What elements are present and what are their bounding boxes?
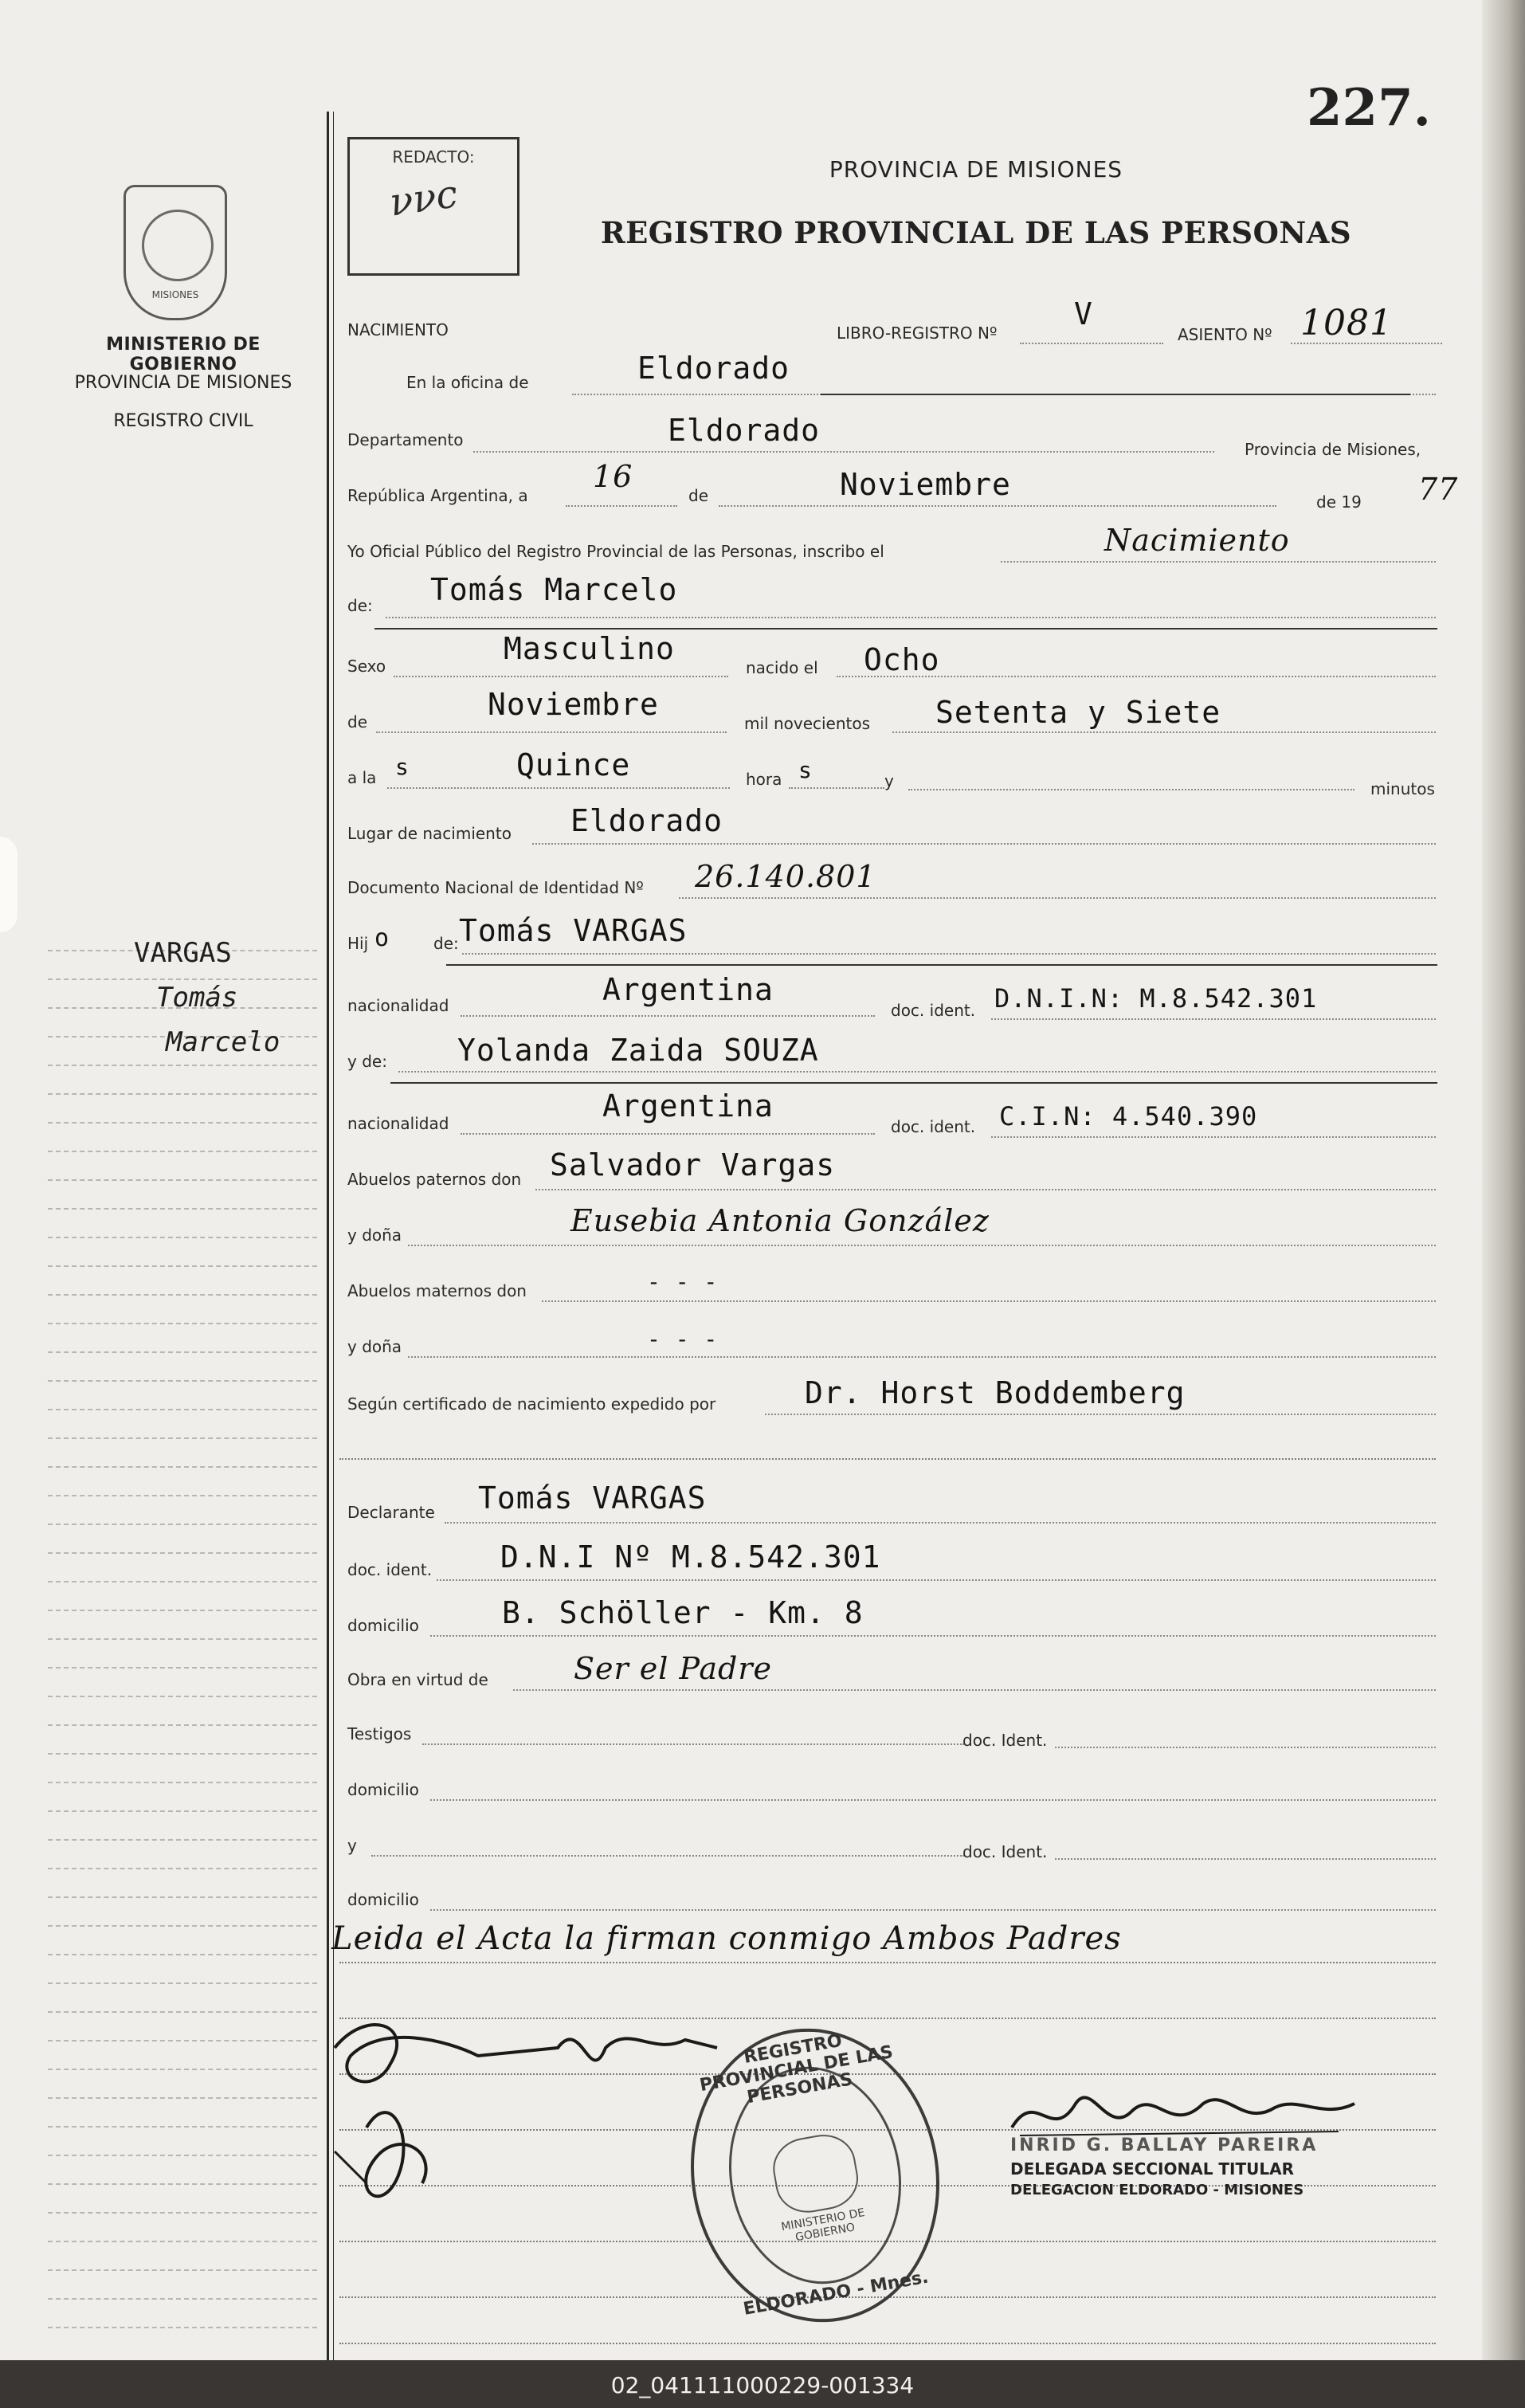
- asiento-label: ASIENTO Nº: [1178, 325, 1272, 344]
- abuela-materna-value: - - -: [647, 1326, 719, 1352]
- record-type-label: NACIMIENTO: [347, 320, 449, 339]
- doc1-value: D.N.I.N: M.8.542.301: [994, 983, 1318, 1014]
- page-number: 227.: [1307, 78, 1431, 138]
- seal-emblem-icon: [142, 210, 214, 281]
- lugar-value: Eldorado: [570, 803, 723, 838]
- dni-label: Documento Nacional de Identidad Nº: [347, 878, 644, 897]
- nacionalidad1-value: Argentina: [602, 972, 774, 1007]
- mes-value: Noviembre: [840, 467, 1011, 502]
- redacto-initials: ννc: [386, 171, 461, 226]
- testigos-label: Testigos: [347, 1724, 412, 1743]
- nacido-label: nacido el: [746, 658, 818, 677]
- sexo-label: Sexo: [347, 657, 386, 676]
- y-dona1-label: y doña: [347, 1226, 402, 1245]
- declarante-value: Tomás VARGAS: [478, 1480, 707, 1516]
- registry-subheading: REGISTRO CIVIL: [113, 411, 253, 431]
- doc3-label: doc. ident.: [347, 1560, 433, 1579]
- doc1-label: doc. ident.: [891, 1001, 976, 1020]
- domicilio1-value: B. Schöller - Km. 8: [502, 1595, 864, 1630]
- provincia-suffix: Provincia de Misiones,: [1245, 440, 1421, 459]
- padre-value: Tomás VARGAS: [459, 913, 688, 948]
- hora-label: hora: [746, 770, 782, 789]
- declarante-label: Declarante: [347, 1503, 435, 1522]
- paper-damage: [0, 837, 18, 932]
- y-dona2-label: y doña: [347, 1337, 402, 1356]
- abuelos-paternos-label: Abuelos paternos don: [347, 1170, 522, 1189]
- nacionalidad2-value: Argentina: [602, 1088, 774, 1124]
- y-de-label: y de:: [347, 1052, 387, 1071]
- margin-note-firstname: Tomás: [156, 982, 238, 1014]
- oficial-label: Yo Oficial Público del Registro Provincial de las Personas, inscribo el: [347, 542, 884, 561]
- hijo-label: Hij: [347, 934, 369, 953]
- libro-label: LIBRO-REGISTRO Nº: [837, 324, 998, 343]
- margin-note-surname: VARGAS: [134, 937, 232, 969]
- certificado-value: Dr. Horst Boddemberg: [805, 1375, 1186, 1410]
- abuelos-maternos-label: Abuelos maternos don: [347, 1281, 527, 1300]
- father-signature: [319, 1992, 733, 2231]
- nacido-value: Ocho: [864, 642, 940, 677]
- y2-label: y: [347, 1836, 357, 1855]
- de-colon-label: de:: [347, 596, 373, 615]
- oficina-label: En la oficina de: [406, 373, 529, 392]
- redacto-label: REDACTO:: [392, 147, 475, 167]
- departamento-label: Departamento: [347, 430, 464, 449]
- page-edge: [1482, 0, 1525, 2360]
- mil-label: mil novecientos: [744, 714, 871, 733]
- obra-label: Obra en virtud de: [347, 1670, 488, 1689]
- doc5-label: doc. Ident.: [962, 1842, 1048, 1861]
- official-name: INRID G. BALLAY PAREIRA: [1010, 2135, 1319, 2155]
- margin-note-middlename: Marcelo: [166, 1026, 280, 1058]
- hora-s: s: [798, 757, 813, 783]
- departamento-value: Eldorado: [668, 413, 821, 448]
- dia-value: 16: [593, 459, 633, 494]
- province-subheading: PROVINCIA DE MISIONES: [74, 373, 292, 393]
- abuelo-materno-value: - - -: [647, 1269, 719, 1295]
- domicilio3-label: domicilio: [347, 1890, 419, 1909]
- closing-note: Leida el Acta la firman conmigo Ambos Padres: [331, 1920, 1122, 1957]
- y-label: y: [884, 771, 894, 790]
- abuelo-paterno-value: Salvador Vargas: [550, 1147, 836, 1182]
- stamp-text-top: REGISTRO PROVINCIAL DE LAS PERSONAS: [698, 2030, 895, 2108]
- seal-text: MISIONES: [151, 289, 199, 300]
- republica-label: República Argentina, a: [347, 486, 528, 505]
- domicilio2-label: domicilio: [347, 1780, 419, 1799]
- doc3-value: D.N.I Nº M.8.542.301: [500, 1539, 881, 1575]
- de-label: de: [688, 486, 708, 505]
- anio-value: 77: [1418, 472, 1459, 507]
- a-la-s: s: [395, 754, 410, 780]
- official-stamp: [668, 2009, 962, 2342]
- redacto-box: [347, 137, 519, 276]
- coat-of-arms-seal: [123, 185, 227, 320]
- lugar-label: Lugar de nacimiento: [347, 824, 512, 843]
- oficial-value: Nacimiento: [1104, 523, 1290, 558]
- hora-value: Quince: [516, 747, 631, 782]
- nombre-value: Tomás Marcelo: [430, 572, 678, 607]
- obra-value: Ser el Padre: [574, 1651, 772, 1686]
- oficina-value: Eldorado: [637, 351, 790, 386]
- hijo-suffix: o: [374, 924, 390, 952]
- stamp-text-bottom: ELDORADO - Mnes.: [742, 2267, 931, 2320]
- nacionalidad2-label: nacionalidad: [347, 1114, 449, 1133]
- sexo-value: Masculino: [504, 631, 675, 666]
- stamp-text-middle: MINISTERIO DE GOBIERNO: [780, 2206, 866, 2245]
- libro-value: V: [1074, 296, 1093, 331]
- minutos-label: minutos: [1370, 779, 1435, 798]
- official-title: DELEGADA SECCIONAL TITULAR: [1010, 2159, 1294, 2179]
- header-province: PROVINCIA DE MISIONES: [829, 156, 1123, 182]
- file-id-caption: 02_041111000229-001334: [610, 2372, 915, 2398]
- de-19-label: de 19: [1316, 492, 1362, 512]
- mes-nac-value: Noviembre: [488, 687, 659, 722]
- domicilio1-label: domicilio: [347, 1616, 419, 1635]
- official-office: DELEGACION ELDORADO - MISIONES: [1010, 2182, 1304, 2198]
- madre-value: Yolanda Zaida SOUZA: [457, 1033, 819, 1068]
- abuela-paterna-value: Eusebia Antonia González: [570, 1203, 990, 1238]
- doc2-value: C.I.N: 4.540.390: [999, 1101, 1258, 1131]
- hijo-de-label: de:: [433, 934, 459, 953]
- doc4-label: doc. Ident.: [962, 1731, 1048, 1750]
- header-registry: REGISTRO PROVINCIAL DE LAS PERSONAS: [600, 215, 1352, 250]
- doc2-label: doc. ident.: [891, 1117, 976, 1136]
- asiento-value: 1081: [1300, 303, 1393, 343]
- dni-value: 26.140.801: [695, 859, 876, 894]
- de2-label: de: [347, 712, 367, 731]
- nacionalidad1-label: nacionalidad: [347, 996, 449, 1015]
- anio-nac-value: Setenta y Siete: [935, 695, 1221, 730]
- certificado-label: Según certificado de nacimiento expedido por: [347, 1394, 716, 1414]
- ministry-heading: MINISTERIO DE GOBIERNO: [106, 335, 261, 375]
- a-la-label: a la: [347, 768, 377, 787]
